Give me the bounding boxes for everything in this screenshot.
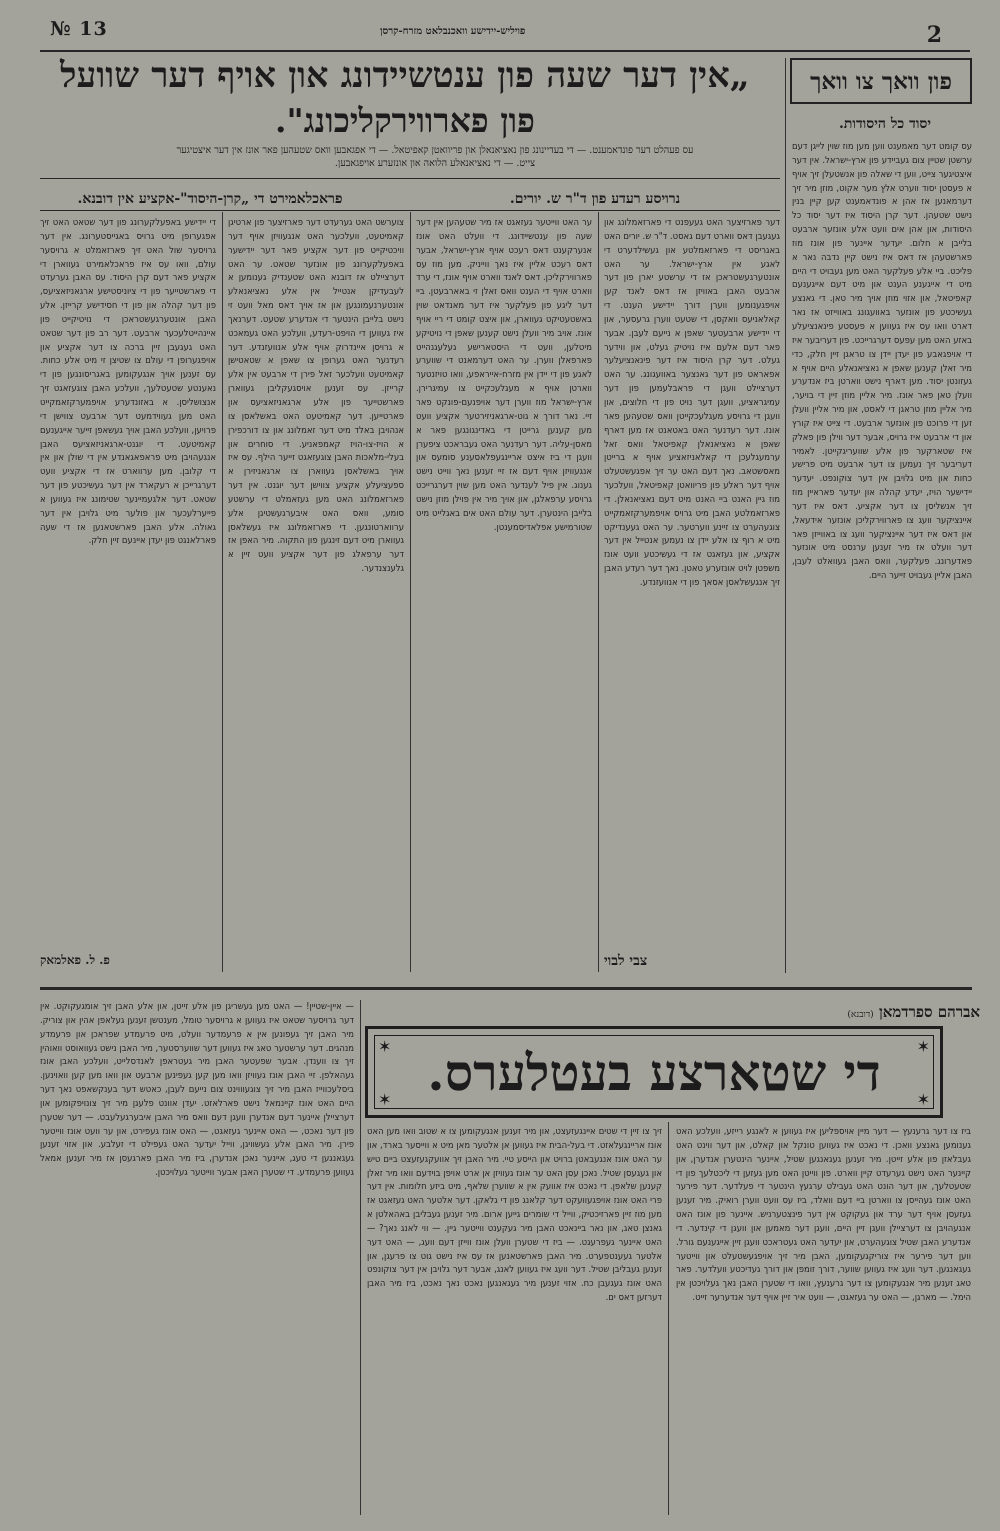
- headline-line-1: „אין דער שעה פון ענטשיידונג און אויף דער שוועל: [60, 55, 750, 96]
- section-title-box: [790, 58, 972, 104]
- section-title: פון וואך צו וואך: [810, 67, 952, 95]
- column-divider: [360, 1000, 361, 1515]
- signature-palmak: פ. ל. פאלמאק: [40, 953, 110, 967]
- story-column-right: ביז צו דער גרענעץ — דער מיין אויספליען איז געווען א לאנגע רייזע, וועלכע האט גענומען גאנצע וואכן. די נאכט איז געווען טונקל און קאלט, און דער ווינט האט געבלאזן פון אלע זייטן. מיר זענען געגאנגען שטיל, איינער הינטערן אנדערן, און קיינער האט נישט גערעדט קיין ווארט. פון ווייטן האט מען געזען די ליכטלעך פון די שטעטלעך, און דער הונט האט געבילט ערגעץ הינטער די פעלדער. דער פירער האט אונז געהייסן צו ווארטן ביי דעם וואלד, ביז עס וועט ווערן רואיק. מיר זענען געזעסן אויף דער ערד און געקוקט אין דער פינצטערניש. איינער פון אונז האט אנגעהויבן צו דערציילן וועגן זיין היים, וועגן דער מאמען און וועגן די קינדער. די אנדערע האבן שטיל צוגעהערט, און יעדער האט געטראכט וועגן זיין אייגענעם גורל. ווען דער פירער איז צוריקגעקומען, האבן מיר זיך אויפגעשטעלט און ווייטער געגאנגען. דער וועג איז געווען שווער, דורך זומפן און דורך געדיכטע וועלדער. פאר טאג זענען מיר אנגעקומען צו דער גרענעץ, וואו די שטערן האבן נאך געלויכטן אין הימל. — מארגן, — האט ער געזאגט, — וועט איר זיין אויף דער אנדערער זייט.: [676, 1126, 971, 1304]
- star-ornament-icon: ✶: [378, 1037, 392, 1056]
- column-head-left: פראכלאמירט די „קרן-היסוד"-אקציע אין דובנא.: [77, 191, 343, 207]
- column-divider: [668, 1122, 669, 1515]
- story-author-name: אברהם ספרדמאן: [878, 1003, 980, 1021]
- story-title-frame: [365, 1026, 943, 1118]
- story-author-place: (דובנא): [847, 1010, 874, 1020]
- article-column-1: עס קומט דער מאמענט ווען מען מוז שוין לייגן דעם ערשטן שטיין צום געביידע פון ארץ-ישראל. אין דער איצטיגער צייט, ווען די שאלה פון אנשטעלן זיך אויף א פעסטן יסוד ווערט אלץ מער אקוט, מוזן מיר זיך דערמאנען אז אהן א פונדאמענט קען קיין בנין נישט שטעהן. דער קרן היסוד איז דער יסוד כל היסודות, און אהן אים וועט אלע אונזער ארבעט בלייבן א חלום. יעדער איינער פון אונז מוז פארשטעהן אז דאס איז נישט קיין נדבה נאר א פליכט. ביי אלע פעלקער האט מען געבויט די היים מיט די אייגענע הענט און מיט דעם אייגענעם קאפיטאל, און אזוי מוזן אויך מיר טאן. די גאנצע געשיכטע פון אונזער באוועגונג באווייזט אז נאר דארט וואו עס איז געווען א פעסטע פינאנציעלע באזע האט מען עפעס דערגרייכט. פון דעריבער איז די אויפגאבע פון יעדן יידן צו טראגן זיין חלק, כדי מיר זאלן קענען שאפן א נאציאנאלע היים אויף א געזונטן יסוד. מען דארף נישט ווארטן ביז אנדערע וועלן טאן פאר אונז. מיר אליין מוזן זיין די בויער, מיר אליין מוזן טראגן די לאסט, און מיר אליין וועלן זען די פרוכט פון אונזער ארבעט. די צייט איז קורץ און די ארבעט איז גרויס, אבער דער ווילן פון פאלק איז שטארקער פון אלע שוועריגקייטן. לאמיר דעריבער זיך נעמען צו דער ארבעט מיט פרישע כחות און מיט גלויבן אין דער צוקונפט. יעדער יידישער הויז, יעדע קהלה און יעדער פאראיין מוז זיך אנשליסן צו דער אקציע. דאס איז דער איינציקער וועג צו פארווירקליכן אונזער אידעאל, און דאס איז דער איינציקער וועג צו באווייזן פאר דער וועלט אז מיר זענען ערנסט מיט אונזער פאדערונג. פעלקער, וואס האבן געוואלט לעבן, האבן אליין געבויט זייער היים.: [792, 141, 972, 582]
- story-divider: [40, 987, 972, 990]
- star-ornament-icon: ✶: [378, 1090, 392, 1109]
- story-column-left: — איין-שטיין! — האט מען געשריגן פון אלע זייטן, און אלע האבן זיך אומגעקוקט. אין דער גרויסער שטאט איז געווען א גרויסער טומל, מענטשן זענען געלאפן אהין און צוריק. מיר האבן זיך געפונען אין א פרעמדער וועלט, מיט פרעמדע שפראכן און פרעמדע מנהגים. דער ערשטער טאג איז געווען דער שווערסטער, מיר האבן נישט געוואוסט וואוהין זיך צו ווענדן. אבער שפעטער האבן מיר געטראפן לאנדסלייט, וועלכע האבן אונז געהאלפן. זיי האבן אונז געוויזן וואו מען קען געפינען ארבעט און וואו מען קען וואוינען. ביסלעכווייז האבן מיר זיך צוגעוווינט צום נייעם לעבן, כאטש דער בענקשאפט נאך דער היים האט אונז קיינמאל נישט פארלאזט. יעדן אוונט פלעגן מיר זיך צונויפקומען און דערציילן איינער דעם אנדערן וועגן דעם וואס מיר האבן איבערגעלעבט. — דער שטערן פון דער נאכט, — האט איינער געזאגט, — האט אונז געפירט, און ער וועט אונז ווייטער פירן. מיר האבן אלע געשוויגן, ווייל יעדער האט געפילט די זעלבע. און אזוי זענען געגאנגען די טעג, איינער נאכן אנדערן, ביז מיר האבן פארגעסן אז מיר זענען אמאל געווען פרעמדע. די שטערן האבן אבער ווייטער געלויכטן.: [40, 1001, 354, 1179]
- column-divider: [222, 212, 223, 972]
- article-column-3: ער האט ווייטער געזאגט אז מיר שטעהען אין דער שעה פון ענטשיידונג. די וועלט האט אונז אנערקענט דאס רעכט אויף ארץ-ישראל, אבער דאס רעכט אליין איז נאך ווייניק. מען מוז עס פארווירקליכן. דאס לאנד ווארט אויף אונז, די ערד ווארט אויף די הענט וואס זאלן זי באארבעטן. ביי דער ליגע פון פעלקער איז דער מאנדאט שוין באשטעטיקט געווארן, און איצט קומט די ריי אויף אונז. אויב מיר וועלן נישט קענען שאפן די נויטיקע מיטלען, וועט די היסטארישע געלעגנהייט פארפאלן ווערן. ער האט דערמאנט די שווערע לאגע פון די יידן אין מזרח-אייראפע, וואו טויזנטער ווארטן אויף א מעגלעכקייט צו עמיגרירן. ארץ-ישראל מוז ווערן דער אויפנעם-פונקט פאר זיי. נאר דורך א גוט-ארגאניזירטער אקציע וועט מען קענען גרייטן די באדינגונגען פאר א מאסן-עליה. דער רעדנער האט געבראכט ציפערן וועגן די ביז איצט אריינגעפלאסענע סומעס און אנגעוויזן אויף דעם אז זיי זענען נאך ווייט נישט גענוג. אין פיל לענדער האט מען שוין דערגרייכט גרויסע ערפאלגן, און אויך מיר אין פוילן מוזן נישט בלייבן הינטערן. דער עולם האט אים באגלייט מיט שטורמישע אפלאדיסמענטן.: [416, 217, 592, 533]
- article-column-4: צוערשט האט גערעדט דער פארזיצער פון ארטיגן קאמיטעט, וועלכער האט אנגעוויזן אויף דער וויכטיקייט פון דער אקציע פאר דער יידישער באפעלקערונג פון אונזער שטאט. ער האט דערציילט אז דובנא האט שטענדיק גענומען א לעבעדיקן אנטייל אין אלע נאציאנאלע אונטערנעמונגען און אז אויך דאס מאל וועט זי נישט בלייבן הינטער די אנדערע שטעט. דערנאך איז געווען די הויפט-רעדע, וועלכע האט געמאכט א גרויסן איינדרוק אויף אלע אנוועזנדע. דער רעדנער האט גערופן צו שאפן א שטאטישן קאמיטעט וועלכער זאל פירן די ארבעט אין אלע קרייזן. עס זענען אויסגעקליבן געווארן פארשטייער פון אלע ארגאניזאציעס און פארטייען. דער קאמיטעט האט באשלאסן צו אנהויבן באלד מיט דער זאמלונג און צו דורכפירן א הויז-צו-הויז קאמפאניע. די סוחרים און בעלי-מלאכות האבן צוגעזאגט זייער הילף. עס איז אויך באשלאסן געווארן צו ארגאניזירן א ספעציעלע אקציע צווישן דער יוגנט. אין דער פארזאמלונג האט מען געזאמלט די ערשטע סומע, וואס האט איבערגעשטיגן אלע ערווארטונגען. די פארזאמלונג איז געשלאסן געווארן מיט דעם זינגען פון התקוה. מיר האפן אז דער ערפאלג פון דער אקציע וועט זיין א גלענצנדער.: [228, 217, 404, 575]
- masthead-rule: [40, 50, 970, 52]
- issue-number: № 13: [50, 18, 108, 40]
- article-column-2: דער פארזיצער האט געעפנט די פארזאמלונג און געגעבן דאס ווארט דעם גאסט. ד"ר ש. יורים האט באגריסט די פארזאמלטע און געשילדערט די לאגע אין ארץ-ישראל. ער האט אונטערגעשטראכן אז די ערשטע יארן פון דער ארבעט האבן באוויזן אז דאס לאנד קען אויפגענומען ווערן דורך יידישע הענט. די קאלאניעס וואקסן, די שטעט ווערן גרעסער, און די יידישע ארבעטער שאפן א נייעם לעבן. אבער פאר דעם אלעם איז נויטיק געלט, און ווידער געלט. דער קרן היסוד איז דער פינאנציעלער אפאראט פון דער גאנצער באוועגונג. ער האט דערציילט וועגן די פראבלעמען פון דער עמיגראציע, וועגן דער נויט פון די חלוצים, און וועגן די גרויסע מעגלעכקייטן וואס שטעהען פאר אונז. דער רעדנער האט באטאנט אז מען דארף שאפן א נאציאנאלן קאפיטאל וואס זאל ערמעגלעכן די קאלאניזאציע אויף א ברייטן מאסשטאב. נאך דעם האט ער זיך אפגעשטעלט אויף דער ראלע פון פריוואטן קאפיטאל, וועלכער מוז גיין האנט ביי האנט מיט דעם נאציאנאלן. די פארזאמלטע האבן מיט גרויס אויפמערקזאמקייט צוגעהערט צו זיינע ווערטער. ער האט געענדיקט מיט א רוף צו אלע יידן צו נעמען אנטייל אין דער אקציע, און געזאגט אז די געשיכטע וועט אונז משפטן לויט אונזערע טאטן. נאך דער רעדע האבן זיך אנגעשלאסן אסאך פון די אנוועזנדע.: [604, 217, 780, 588]
- star-ornament-icon: ✶: [916, 1037, 930, 1056]
- column-divider: [410, 212, 411, 972]
- headline-dek-1: עס פעהלט דער פונדאמענט. — די בעדיינונג פון נאציאנאלן און פריוואטן קאפיטאל. — די אפגאבען וואס שטעהען פאר אונז אין דער איצטיגער: [176, 145, 694, 156]
- headline-dek-2: צייט. — די נאציאנאלע הלואה און אונזערע אויפגאבען.: [334, 158, 536, 169]
- column-divider: [785, 58, 786, 973]
- star-ornament-icon: ✶: [916, 1090, 930, 1109]
- article-column-5: די יידישע באפעלקערונג פון דער שטאט האט זיך אפגערופן מיט גרויס באגייסטערונג. אין דער גרויסער שול האט זיך פארזאמלט א גרויסער עולם, וואו עס איז פראכלאמירט געווארן די אקציע פאר דעם קרן היסוד. עס האבן גערעדט די פארשטייער פון די ציוניסטישע ארגאניזאציעס, פון דער קהלה און פון די חסידישע קרייזן. אלע האבן אונטערגעשטראכן די נויטיקייט פון איינהייטלעכער ארבעט. דער רב פון דער שטאט האט געגעבן זיין ברכה צו דער אקציע און אויפגערופן די עולם צו שטיצן זי מיט אלע כחות. עס זענען אויך אנגעקומען באגריסונגען פון די נאענטע שטעטלעך, וועלכע האבן צוגעזאגט זיך אנצושליסן. א באזונדערע אויפמערקזאמקייט האט מען געווידמעט דער ארבעט צווישן די פרויען, וועלכע האבן אויך געשאפן זייער אייגענעם קאמיטעט. די יוגנט-ארגאניזאציעס האבן אנגעהויבן מיט פראפאגאנדע אין די שולן און אין די קלובן. מען ערווארט אז די אקציע וועט דערגרייכן א רעקארד אין דער געשיכטע פון דער שטאט. דער אלגעמיינער שטימונג איז געווען א פייערלעכער און פולער מיט גלויבן אין דער גאולה. אלע האבן פארשטאנען אז די שעה פארלאנגט פון יעדן איינעם זיין חלק.: [40, 217, 216, 547]
- column-head-rule: [40, 210, 780, 211]
- signature-tsvi: צבי לבוי: [604, 953, 648, 969]
- column-head-right: נרויסע רעדע פון ד"ר ש. יורים.: [509, 191, 681, 207]
- masthead: [0, 0, 1000, 52]
- masthead-title: פויליש-יידישע וואכנבלאט מזרח-קרסן: [380, 26, 526, 37]
- section-subtitle: יסוד כל היסודות.: [838, 116, 932, 132]
- story-column-middle: זיך צו זיין די שטים איינגעזעצט, און מיר זענען אנגעקומען צו א שטוב וואו מען האט אונז אריינגעלאזט. די בעל-הבית איז געווען אן אלטער מאן מיט א ווייסער בארד, און ער האט אונז אנגעבאטן ברויט און הייסע טיי. מיר האבן זיך אוועקגעזעצט ביים טיש און געגעסן שטיל. נאכן עסן האט ער אונז געוויזן אן ארט אויפן בוידעם וואו מיר זאלן קענען שלאפן. די נאכט איז אוועק אין א שווערן שלאף, מיט ביזע חלומות. אין דער פרי האט אונז אויפגעוועקט דער קלאנג פון די גלאקן. דער אלטער האט געזאגט אז מען מוז זיין פארזיכטיק, ווייל די שומרים גייען ארום. מיר זענען געבליבן באהאלטן א גאנצן טאג, און נאר ביינאכט האבן מיר געקענט ווייטער גיין. — ווי לאנג נאך? — האט איינער געפרעגט. — ביז די שטערן וועלן אונז ווייזן דעם וועג, — האט דער אלטער געענטפערט. מיר האבן פארשטאנען אז עס איז נישט גוט צו פרעגן, און זענען געבליבן שטיל. דער וועג איז געווען לאנג, אבער דער גלויבן אין דער צוקונפט האט אונז געגעבן כח. אזוי זענען מיר געגאנגען נאכט נאך נאכט, ביז מיר האבן דערזען דאס ים.: [367, 1126, 662, 1304]
- page-number: 2: [926, 22, 942, 48]
- dek-rule: [40, 178, 780, 179]
- story-title: די שטארצע בעטלערס.: [374, 1035, 934, 1109]
- column-divider: [598, 212, 599, 972]
- headline-line-2: פון פארווירקליכונג".: [274, 101, 536, 140]
- story-author: [620, 1003, 980, 1022]
